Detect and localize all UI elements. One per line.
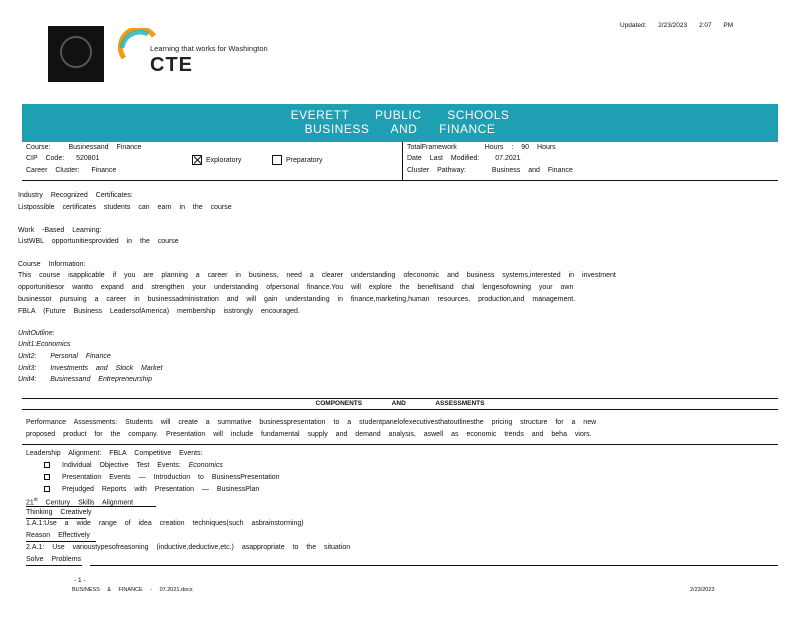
footer-date: 2/23/2023 [690,587,715,593]
event-emphasis: Economics [188,462,223,469]
title-banner [22,104,778,142]
seal-ring-icon [60,36,92,68]
event-text: Presentation Events — Introduction to BusinessPresentation [62,474,280,481]
cip-row [26,155,99,162]
hours-label: Hours [484,144,504,151]
exploratory-checkbox[interactable] [192,155,202,165]
pathway-label: Cluster Pathway: [407,167,466,174]
course-label: Course: [26,144,51,151]
unit-item [18,376,152,383]
cip-value: 520801 [76,155,100,162]
info-line: This course isapplicable if you are planning a career in business, need a clearer understanding ofeconomic and business systems,interested in investment [18,272,616,279]
updated-ampm: PM [723,22,734,29]
modified-label: Date Last Modified: [407,155,480,162]
leadership-heading: Leadership Alignment: FBLA Competitive Events: [26,450,203,457]
unit-name: Investments and Stock Market [50,365,163,372]
unit-label: Unit1: [18,341,37,348]
unit-name: Personal Finance [50,353,111,360]
info-line: FBLA (Future Business LeadersofAmerica) membership isstrongly encouraged. [18,308,300,315]
unit-item [18,341,71,348]
footer-page-number: - 1 - [74,577,86,584]
framework-row [407,144,556,151]
unit-name: Businessand Entrepreneurship [50,376,152,383]
industry-text: Listpossible certificates students can earn in the course [18,204,232,211]
footer-doc-name: BUSINESS & FINANCE - 07.2021.docx [72,587,193,593]
components-assessments-bar: COMPONENTS AND ASSESSMENTS [22,398,778,410]
performance-line: Performance Assessments: Students will create a summative businesspresentation to a studentpanelofexecutivesthatoutlinesthe pricing structure for a new [26,419,597,426]
bullet-square-icon [44,462,50,468]
skill-title-underline [26,565,82,566]
cluster-value: Finance [91,167,117,174]
info-line: businessor pursuing a career in businessadministration and will gain understanding in finance,marketing,human resources, production,and management. [18,296,576,303]
hours-value: : 90 Hours [511,144,556,151]
skills-heading-num: 21 [26,499,34,507]
pathway-value: Business and Finance [491,167,573,174]
info-heading: Course Information: [18,261,86,268]
wbl-text: ListWBL opportunitiesprovided in the course [18,238,179,245]
course-value: Businessand Finance [68,144,142,151]
event-text: Individual Objective Test Events: [62,462,181,469]
event-item [44,486,259,493]
skill-title-underline [26,541,96,542]
industry-heading: Industry Recognized Certificates: [18,192,133,199]
banner-program: BUSINESS AND FINANCE [304,122,496,136]
skill-section-title: Reason Effectively [26,532,90,539]
unit-item [18,365,162,372]
modified-value: 07.2021 [495,155,521,162]
updated-date: 2/23/2023 [658,22,688,29]
skills-heading-sup: st [33,497,38,503]
bullet-square-icon [44,474,50,480]
exploratory-option[interactable] [192,155,241,165]
cluster-label: Career Cluster: [26,167,80,174]
updated-time: 2:07 [698,22,712,29]
cip-label: CIP Code: [26,155,65,162]
unit-label: Unit3: [18,365,37,372]
banner-school: EVERETT PUBLIC SCHOOLS [290,108,510,122]
cte-wordmark: CTE [150,54,193,76]
course-row [26,144,141,151]
preparatory-label: Preparatory [285,156,323,164]
skill-section-title: Solve Problems [26,556,82,563]
pathway-row [407,167,573,174]
preparatory-option[interactable] [272,155,323,165]
bullet-square-icon [44,486,50,492]
section-divider [22,444,778,445]
event-text: Prejudged Reports with Presentation — BusinessPlan [62,486,260,493]
unit-item [18,353,111,360]
info-divider [402,142,403,180]
skills-heading [26,497,133,506]
unit-outline-heading: UnitOutline: [18,330,55,337]
skill-title-underline [26,518,86,519]
info-line: opportunitiesor wantto expand and strengthen your understanding ofpersonal finance.You will explore the benefitsand chal lengesofowning your own [18,284,574,291]
exploratory-label: Exploratory [205,156,242,164]
event-item [44,462,223,469]
skill-section-title: Thinking Creatively [26,509,92,516]
cte-tagline: Learning that works for Washington [150,44,268,53]
district-seal-logo [48,26,104,82]
unit-label: Unit4: [18,376,37,383]
unit-name: Economics [36,341,71,348]
skills-heading-text: Century Skills Alignment [45,499,134,507]
cluster-row [26,167,116,174]
section-divider [90,565,778,566]
unit-label: Unit2: [18,353,37,360]
skill-item: 2.A.1: Use varioustypesofreasoning (inductive,deductive,etc.) asappropriate to the situation [26,544,351,551]
modified-row [407,155,521,162]
wbl-heading: Work -Based Learning: [18,227,102,234]
performance-line: proposed product for the company. Presentation will include fundamental supply and demand analysis, aswell as economic trends and beha viors. [26,431,592,438]
event-item [44,474,280,481]
framework-label: TotalFramework [407,144,457,151]
skill-item: 1.A.1:Use a wide range of idea creation techniques(such asbrainstorming) [26,520,304,527]
skills-underline [26,506,156,507]
preparatory-checkbox[interactable] [272,155,282,165]
updated-label: Updated: [620,22,647,29]
updated-stamp [620,22,733,29]
